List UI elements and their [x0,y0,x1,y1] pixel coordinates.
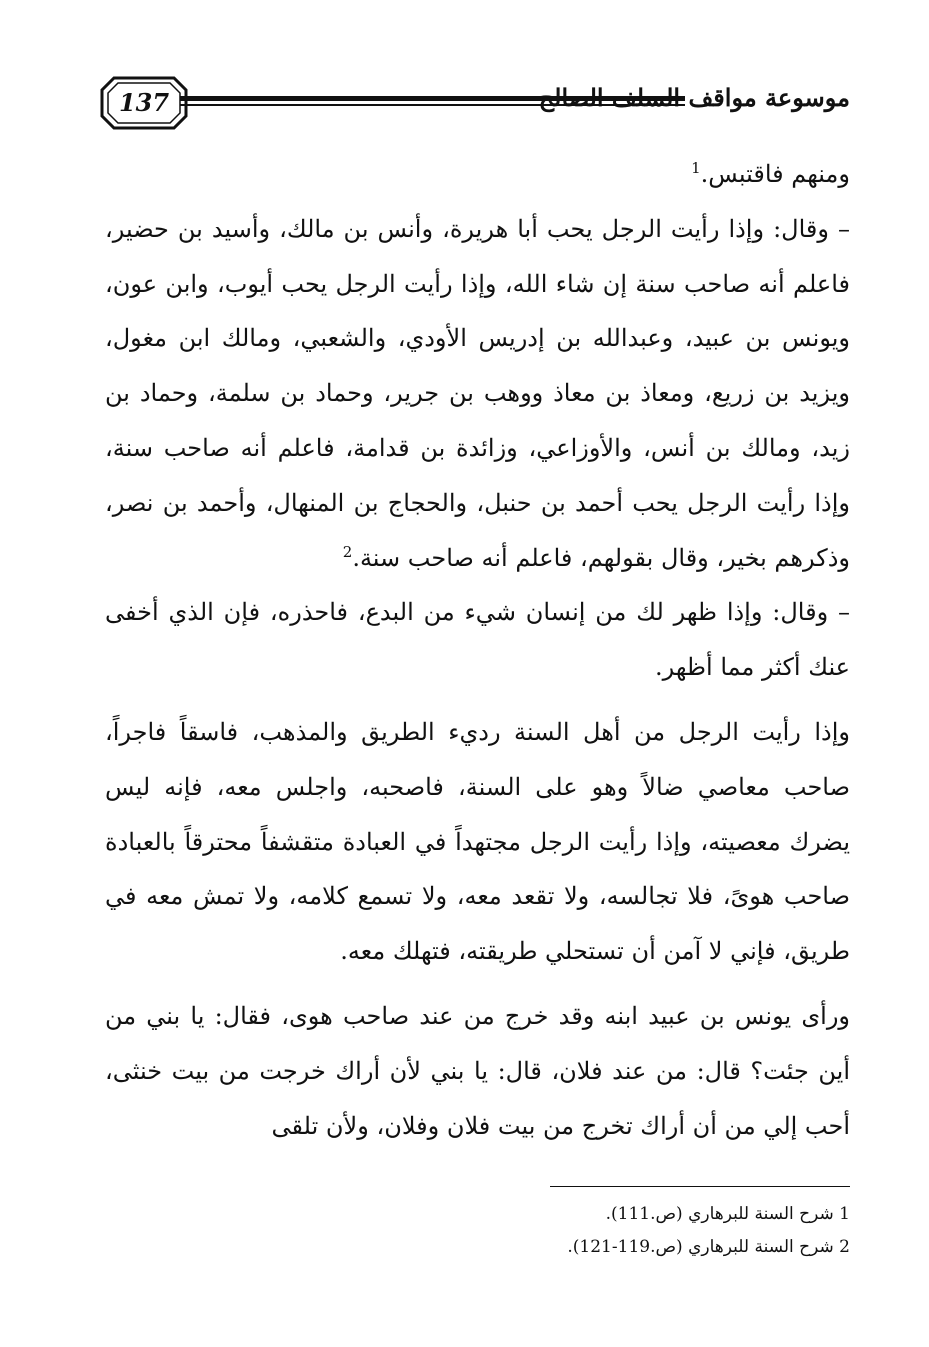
footnotes [480,1198,850,1264]
paragraph [105,202,850,586]
page-number: 137 [118,88,170,117]
footnote-item: 1 شرح السنة للبرهاري (ص.111). [605,1204,850,1224]
paragraph-text: وإذا رأيت الرجل من أهل السنة رديء الطريق والمذهب، فاسقاً فاجراً، صاحب معاصي ضالاً وهو على السنة، فاصحبه، واجلس معه، فإنه ليس يضرك معصيته، وإذا رأيت الرجل مجتهداً في العبادة متقشفاً محترقاً بالعبادة صاحب هوىً، فلا تجالسه، ولا تقعد معه، ولا تسمع كلامه، ولا تمش معه في طريق، فإني لا آمن أن تستحلي طريقته، فتهلك معه. [105,717,850,966]
paragraph-text: ومنهم فاقتبس. [700,160,850,188]
footnote-ref: 2 [342,542,353,561]
paragraph [105,705,850,979]
paragraph-text: – وقال: وإذا رأيت الرجل يحب أبا هريرة، وأنس بن مالك، وأسيد بن حضير، فاعلم أنه صاحب سنة إن شاء الله، وإذا رأيت الرجل يحب أيوب، وابن عون، ويونس بن عبيد، وعبدالله بن إدريس الأودي، والشعبي، ومالك ابن مغول، ويزيد بن زريع، ومعاذ بن معاذ ووهب بن جرير، وحماد بن سلمة، وحماد بن زيد، ومالك بن أنس، والأوزاعي، وزائدة بن قدامة، فاعلم أنه صاحب سنة، وإذا رأيت الرجل يحب أحمد بن حنبل، والحجاج بن المنهال، وأحمد بن نصر، وذكرهم بخير، وقال بقولهم، فاعلم أنه صاحب سنة. [105,214,850,572]
main-text [105,147,850,1153]
footnote-item: 2 شرح السنة للبرهاري (ص.119-121). [567,1237,850,1257]
footnote-ref: 1 [691,159,701,177]
paragraph [105,585,850,695]
book-title: موسوعة مواقف السلف الصالح [538,83,850,112]
footnote-separator [550,1186,850,1187]
paragraph [105,147,850,202]
page-number-badge [100,74,188,132]
page-header [100,72,850,140]
paragraph-text: ورأى يونس بن عبيد ابنه وقد خرج من عند صاحب هوى، فقال: يا بني من أين جئت؟ قال: من عند فلان، قال: يا بني لأن أراك خرجت من بيت خنثى، أحب إلي من أن أراك تخرج من بيت فلان وفلان، ولأن تلقى [105,1001,850,1140]
paragraph [105,989,850,1153]
paragraph-text: – وقال: وإذا ظهر لك من إنسان شيء من البدع، فاحذره، فإن الذي أخفى عنك أكثر مما أظهر. [105,598,850,682]
